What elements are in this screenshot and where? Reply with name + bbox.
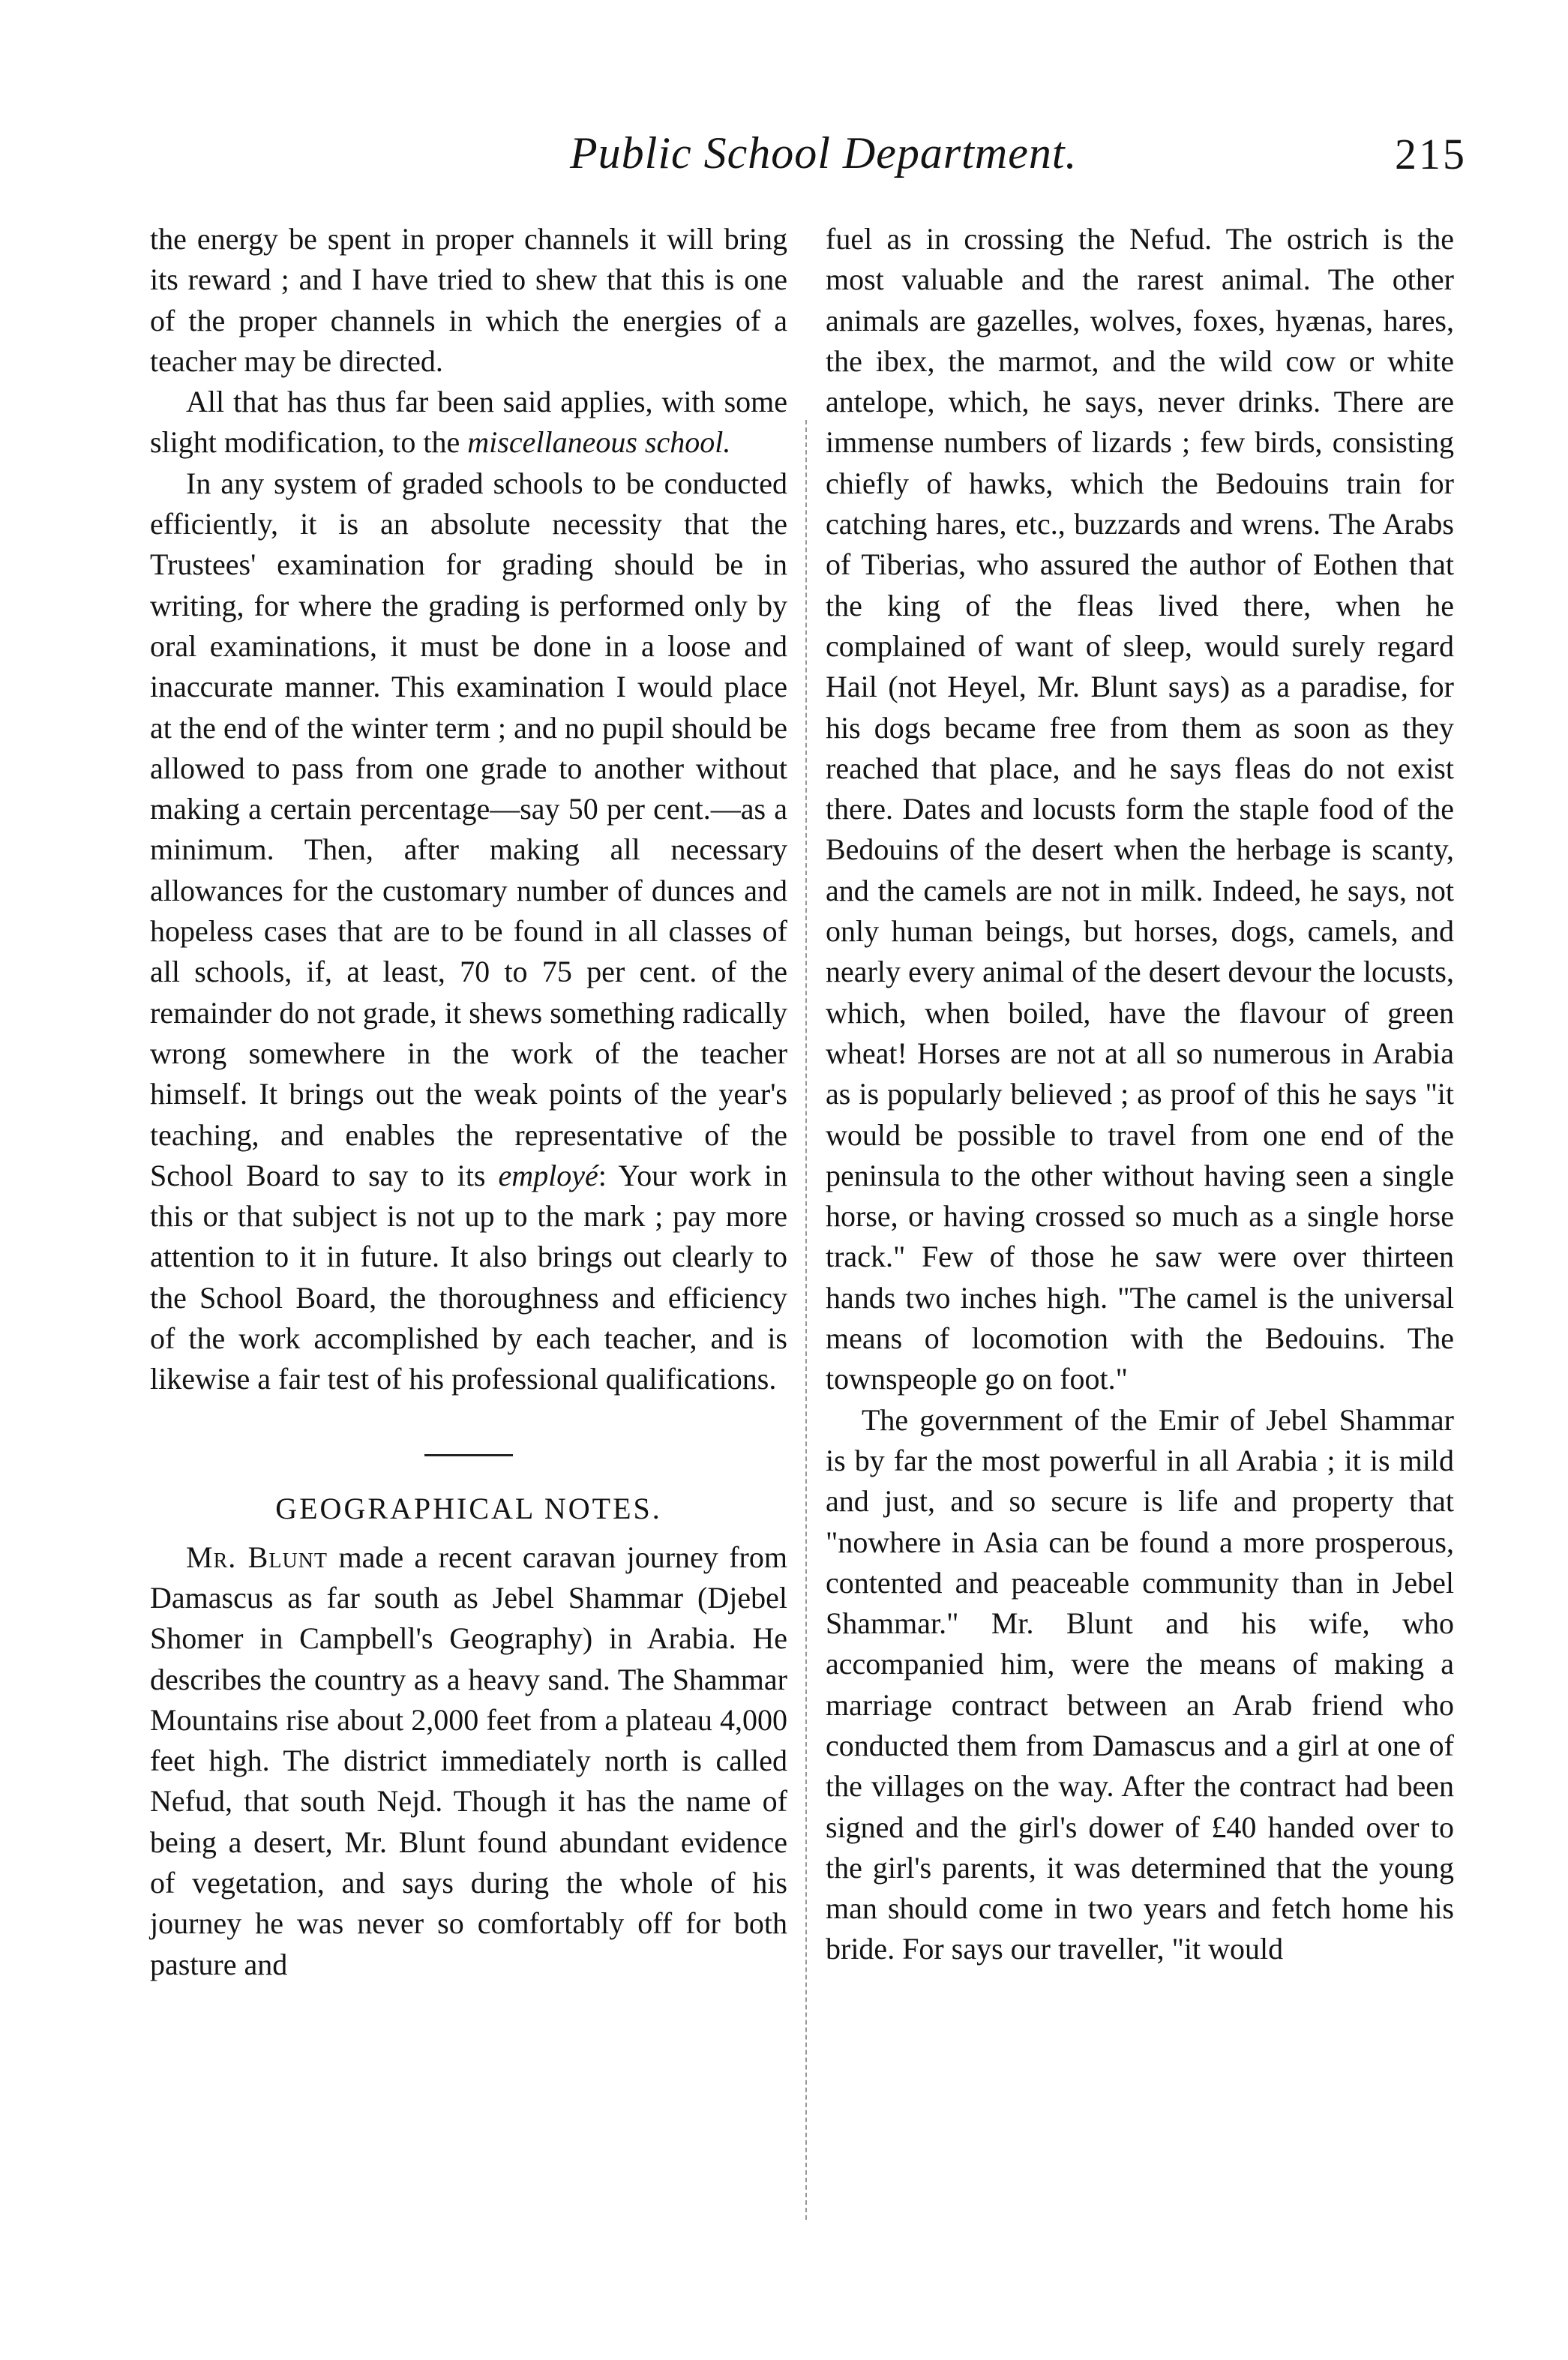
page-number: 215: [1395, 130, 1467, 178]
paragraph-blunt-journey: [150, 1537, 787, 1985]
column-divider: [805, 420, 807, 2220]
paragraph-text: In any system of graded schools to be conducted efficiently, it is an absolute necessity that the Trustees' examination for grading should be in writing, for where the grading is performed only by oral examinations, it must be done in a loose and inaccurate manner. This examination I would place at the end of the winter term ; and no pupil should be allowed to pass from one grade to another without making a certain percentage—say 50 per cent.—as a minimum. Then, after making all necessary allowances for the customary number of dunces and hopeless cases that are to be found in all classes of all schools, if, at least, 70 to 75 per cent. of the remainder do not grade, it shews something radically wrong somewhere in the work of the teacher himself. It brings out the weak points of the year's teaching, and enables the representative of the School Board to say to its: [150, 466, 787, 1192]
paragraph-text: made a recent caravan journey from Damascus as far south as Jebel Shammar (Djebel Shomer in Campbell's Geography) in Arabia. He describes the country as a heavy sand. The Shammar Mountains rise about 2,000 feet from a plateau 4,000 feet high. The district immediately north is called Nefud, that south Nejd. Though it has the name of being a desert, Mr. Blunt found abundant evidence of vegetation, and says during the whole of his journey he was never so comfortably off for both pasture and: [150, 1540, 787, 1981]
running-title: Public School Department.: [570, 128, 1078, 178]
italic-word: employé: [498, 1158, 598, 1192]
paragraph-graded-schools: [150, 463, 787, 1400]
right-column: [826, 219, 1454, 1970]
paragraph-emir-government: The government of the Emir of Jebel Shammar is by far the most powerful in all Arabia ; it is mild and just, and so secure is life and property that "nowhere in Asia can be found a more prosperous, contented and peaceable community than in Jebel Shammar." Mr. Blunt and his wife, who accompanied him, were the means of making a marriage contract between an Arab friend who conducted them from Damascus and a girl at one of the villages on the way. After the contract had been signed and the girl's dower of £40 handed over to the girl's parents, it was determined that the young man should come in two years and fetch home his bride. For says our traveller, "it would: [826, 1402, 1454, 1966]
paragraph-text: All that has thus far been said applies, with some slight modification, to the: [150, 385, 787, 460]
smallcaps-lead: Mr. Blunt: [186, 1540, 328, 1574]
section-title: GEOGRAPHICAL NOTES.: [275, 1491, 662, 1525]
page-header: [0, 120, 1568, 195]
paragraph-continuation: the energy be spent in proper channels it will bring its reward ; and I have tried to shew that this is one of the proper channels in which the energies of a teacher may be directed.: [150, 222, 787, 378]
left-column: [150, 219, 787, 1985]
paragraph-nefud-fauna: fuel as in crossing the Nefud. The ostrich is the most valuable and the rarest animal. The other animals are gazelles, wolves, foxes, hyænas, hares, the ibex, the marmot, and the wild cow or white antelope, which, he says, never drinks. There are immense numbers of lizards ; few birds, consisting chiefly of hawks, which the Bedouins train for catching hares, etc., buzzards and wrens. The Arabs of Tiberias, who assured the author of Eothen that the king of the fleas lived there, when he complained of want of sleep, would surely regard Hail (not Heyel, Mr. Blunt says) as a paradise, for his dogs became free from them as soon as they reached that place, and he says fleas do not exist there. Dates and locusts form the staple food of the Bedouins of the desert when the herbage is scanty, and the camels are not in milk. Indeed, he says, not only human beings, but horses, dogs, camels, and nearly every animal of the desert devour the locusts, which, when boiled, have the flavour of green wheat! Horses are not at all so numerous in Arabia as is popularly believed ; as proof of this he says "it would be possible to travel from one end of the peninsula to the other without having seen a single horse, or having crossed so much as a single horse track." Few of those he saw were over thirteen hands two inches high. "The camel is the universal means of locomotion with the Bedouins. The townspeople go on foot.": [826, 222, 1454, 1396]
paragraph-text: : Your work in this or that subject is not up to the mark ; pay more attention to it in future. It also brings out clearly to the School Board, the thoroughness and efficiency of the work accomplished by each teacher, and is likewise a fair test of his professional qualifications.: [150, 1158, 787, 1396]
italic-phrase: miscellaneous school.: [467, 425, 731, 460]
paragraph-miscellaneous-school: [150, 382, 787, 463]
section-divider: [424, 1454, 513, 1456]
